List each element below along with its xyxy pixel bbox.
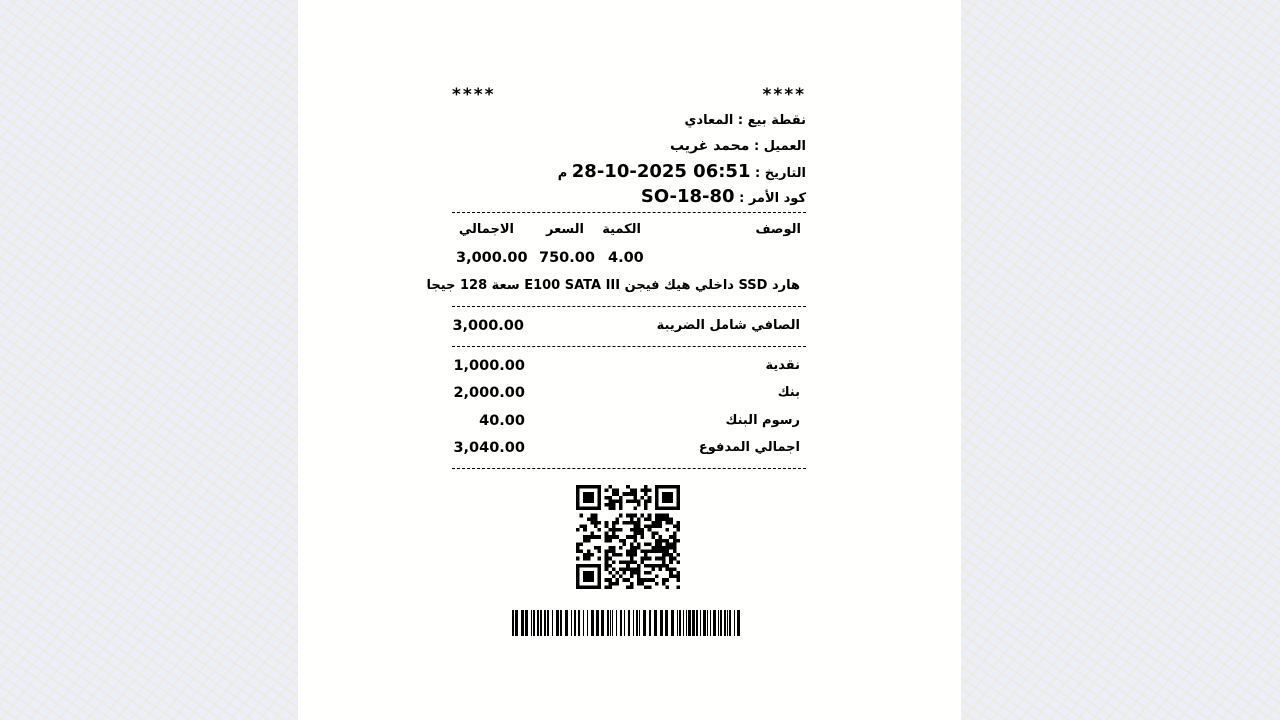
barcode-bar xyxy=(692,610,695,636)
barcode-bar xyxy=(724,610,726,636)
barcode-bar xyxy=(696,610,698,636)
pos-line xyxy=(685,113,807,128)
barcode-bar xyxy=(512,610,514,636)
barcode-bar xyxy=(624,610,625,636)
barcode-bar xyxy=(679,610,681,636)
barcode-bar xyxy=(700,610,701,636)
barcode-bar xyxy=(671,610,674,636)
barcode-bar xyxy=(710,610,711,636)
barcode-bar xyxy=(707,610,708,636)
barcode-bar xyxy=(713,610,716,636)
order-line xyxy=(641,186,806,207)
barcode-bar xyxy=(718,610,719,636)
item-price: 750.00 xyxy=(539,250,595,266)
barcode-bar xyxy=(533,610,535,636)
barcode-bar xyxy=(583,610,584,636)
barcode-bar xyxy=(660,610,663,636)
barcode-bar xyxy=(654,610,657,636)
divider xyxy=(452,212,806,213)
barcode-bar xyxy=(612,610,613,636)
order-label: كود الأمر : xyxy=(739,191,806,206)
barcode-bar xyxy=(574,610,576,636)
barcode-bar xyxy=(607,610,609,636)
barcode xyxy=(512,610,744,636)
barcode-bar xyxy=(537,610,539,636)
barcode-bar xyxy=(636,610,638,636)
barcode-bar xyxy=(677,610,678,636)
barcode-bar xyxy=(703,610,706,636)
barcode-bar xyxy=(531,610,532,636)
barcode-bar xyxy=(610,610,611,636)
barcode-bar xyxy=(639,610,640,636)
barcode-bar xyxy=(720,610,722,636)
item-total: 3,000.00 xyxy=(456,250,528,266)
barcode-bar xyxy=(601,610,604,636)
barcode-bar xyxy=(552,610,553,636)
date-line xyxy=(558,161,806,182)
barcode-bar xyxy=(628,610,630,636)
payment-value: 3,040.00 xyxy=(453,440,525,456)
stars-left: **** xyxy=(452,85,496,105)
receipt-paper xyxy=(298,0,961,720)
barcode-bar xyxy=(643,610,646,636)
barcode-bar xyxy=(556,610,559,636)
barcode-bar xyxy=(525,610,528,636)
order-value: SO-18-80 xyxy=(640,186,735,207)
item-description: هارد SSD داخلي هيك فيجن E100 SATA III سعة 128 جيجا xyxy=(426,278,800,293)
barcode-bar xyxy=(633,610,634,636)
customer-value: محمد غريب xyxy=(669,138,750,154)
col-total: الاجمالي xyxy=(458,222,514,237)
col-description: الوصف xyxy=(755,222,801,237)
barcode-bar xyxy=(616,610,617,636)
barcode-bar xyxy=(560,610,562,636)
barcode-bar xyxy=(649,610,651,636)
barcode-bar xyxy=(591,610,594,636)
barcode-bar xyxy=(578,610,580,636)
barcode-bar xyxy=(547,610,549,636)
item-qty: 4.00 xyxy=(608,250,644,266)
barcode-bar xyxy=(686,610,687,636)
barcode-bar xyxy=(737,610,740,636)
net-label: الصافي شامل الضريبة xyxy=(656,318,800,333)
barcode-bar xyxy=(565,610,568,636)
barcode-bar xyxy=(620,610,622,636)
barcode-bar xyxy=(540,610,542,636)
customer-label: العميل : xyxy=(753,139,806,154)
payment-label: اجمالي المدفوع xyxy=(698,440,800,455)
payment-label: رسوم البنك xyxy=(725,413,800,428)
payment-label: نقدية xyxy=(765,358,800,373)
payment-label: بنك xyxy=(777,385,800,400)
payment-value: 40.00 xyxy=(479,413,525,429)
customer-line xyxy=(670,138,806,154)
divider xyxy=(452,346,806,347)
qr-code xyxy=(576,485,680,589)
barcode-bar xyxy=(688,610,691,636)
barcode-bar xyxy=(544,610,546,636)
payment-value: 1,000.00 xyxy=(453,358,525,374)
payment-value: 2,000.00 xyxy=(453,385,525,401)
barcode-bar xyxy=(521,610,524,636)
net-value: 3,000.00 xyxy=(452,318,524,334)
barcode-bar xyxy=(665,610,668,636)
stars-right: **** xyxy=(762,85,806,105)
date-suffix: م xyxy=(557,166,568,181)
barcode-bar xyxy=(727,610,728,636)
pos-label: نقطة بيع : xyxy=(737,113,806,128)
barcode-bar xyxy=(571,610,572,636)
date-value: 28-10-2025 06:51 xyxy=(571,161,751,182)
date-label: التاريخ : xyxy=(755,166,806,181)
col-price: السعر xyxy=(546,222,584,237)
divider xyxy=(452,468,806,469)
barcode-bar xyxy=(596,610,599,636)
barcode-bar xyxy=(587,610,588,636)
barcode-bar xyxy=(734,610,735,636)
col-qty: الكمية xyxy=(602,222,641,237)
barcode-bar xyxy=(683,610,684,636)
barcode-bar xyxy=(515,610,518,636)
pos-value: المعادي xyxy=(684,113,734,128)
barcode-bar xyxy=(729,610,731,636)
divider xyxy=(452,306,806,307)
